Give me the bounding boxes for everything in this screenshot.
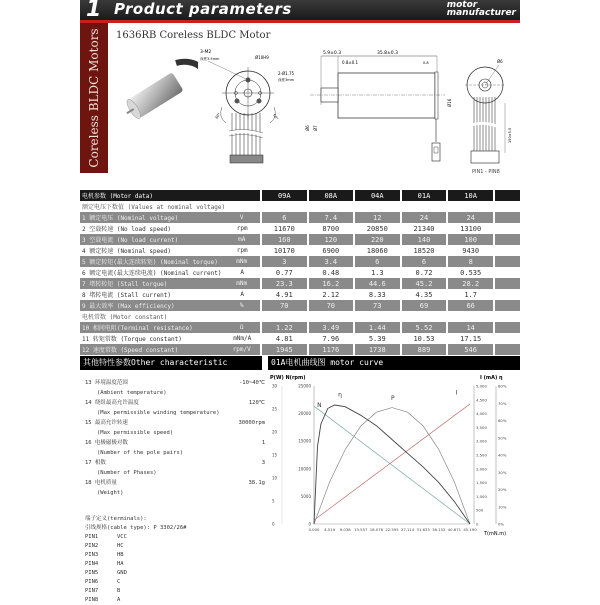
pin-name: PIN5 — [85, 570, 99, 576]
row-value: 5.39 — [354, 333, 401, 344]
param-sublabel: (Ambient temperature) — [97, 390, 167, 396]
row-value: 140 — [401, 234, 448, 245]
table-row — [80, 223, 520, 234]
category-sidebar — [80, 23, 108, 173]
svg-text:30%: 30% — [498, 469, 507, 475]
svg-text:N: N — [317, 401, 322, 409]
svg-text:36.152: 36.152 — [432, 527, 446, 532]
param-sublabel: (Number of the pole pairs) — [97, 450, 184, 456]
row-value: 70 — [308, 300, 354, 311]
pin-signal: B — [117, 588, 121, 594]
row-value: 4.81 — [261, 333, 308, 344]
row-unit: A — [223, 289, 260, 300]
row-label: 12 速度常数 (Speed constant) — [80, 344, 223, 355]
other-params-list — [85, 378, 265, 498]
row-value: 28.2 — [447, 278, 494, 289]
svg-text:70%: 70% — [498, 400, 507, 406]
svg-text:4,500: 4,500 — [476, 397, 487, 403]
svg-text:15000: 15000 — [298, 438, 311, 444]
svg-text:Ø10H9: Ø10H9 — [255, 55, 269, 60]
pin-name: PIN6 — [85, 579, 99, 585]
row-value: 220 — [354, 234, 401, 245]
row-value: 7.4 — [308, 212, 354, 223]
pin-row — [85, 569, 186, 578]
section-label: 额定电压下数值 (Values at nominal voltage) — [80, 201, 520, 212]
row-unit: mNm — [223, 278, 260, 289]
row-value: 4.91 — [261, 289, 308, 300]
svg-text:10000: 10000 — [298, 466, 311, 472]
row-value: 0.535 — [447, 267, 494, 278]
row-value: 8.33 — [354, 289, 401, 300]
row-value: 18520 — [401, 245, 448, 256]
row-value: 0.77 — [261, 267, 308, 278]
svg-text:Ø16: Ø16 — [447, 98, 452, 107]
row-value: 10170 — [261, 245, 308, 256]
pin-signal: A — [117, 597, 121, 603]
param-label: 18 电机质量 — [85, 480, 117, 486]
terminal-definitions — [85, 515, 186, 605]
svg-text:4.519: 4.519 — [324, 527, 336, 532]
model-01A: 01A — [401, 190, 448, 201]
model-08A: 08A — [308, 190, 354, 201]
row-value: 3.4 — [308, 256, 354, 267]
svg-text:20: 20 — [272, 429, 278, 435]
svg-text:3,500: 3,500 — [476, 424, 487, 430]
row-value: 5.52 — [401, 322, 448, 333]
svg-text:18.076: 18.076 — [369, 527, 384, 532]
svg-text:25000: 25000 — [298, 383, 311, 389]
pin-signal: HB — [117, 552, 124, 558]
motor-data-table — [80, 190, 520, 355]
header-label: 电机参数 (Motor data) — [80, 190, 223, 201]
row-value: 16.2 — [308, 278, 354, 289]
row-value: 160 — [261, 234, 308, 245]
pin-row — [85, 560, 186, 569]
svg-text:20000: 20000 — [298, 411, 311, 417]
svg-text:3-M2: 3-M2 — [200, 50, 212, 55]
param-value: 30000rpm — [238, 420, 265, 426]
row-label: 11 转矩常数 (Torque constant) — [80, 333, 223, 344]
row-value: 120 — [308, 234, 354, 245]
row-unit: mA — [223, 234, 260, 245]
row-unit: Ω — [223, 322, 260, 333]
svg-text:10: 10 — [272, 475, 278, 481]
row-value: 18060 — [354, 245, 401, 256]
svg-text:5000: 5000 — [300, 493, 311, 499]
row-value: 889 — [401, 344, 448, 355]
left-axis-label: P(W) N(rpm) — [270, 375, 306, 381]
param-item — [85, 438, 265, 448]
row-value: 23.3 — [261, 278, 308, 289]
svg-text:0.8: 0.8 — [423, 61, 429, 65]
row-value: 1.22 — [261, 322, 308, 333]
row-value: 0.72 — [401, 267, 448, 278]
svg-text:4,000: 4,000 — [476, 411, 487, 417]
row-value: 14 — [447, 322, 494, 333]
svg-text:深度3mm: 深度3mm — [278, 78, 295, 82]
row-value: 1.7 — [447, 289, 494, 300]
table-row — [80, 278, 520, 289]
page-title: Product parameters — [114, 0, 292, 18]
svg-text:45.190: 45.190 — [463, 527, 477, 532]
pin-name: PIN1 — [85, 534, 99, 540]
row-label: 4 额定转速 (Nominal speed) — [80, 245, 223, 256]
row-value: 2.12 — [308, 289, 354, 300]
svg-text:I: I — [455, 389, 458, 397]
row-value: 6900 — [308, 245, 354, 256]
param-sublabel: (Weight) — [97, 490, 124, 496]
header-banner — [80, 0, 520, 23]
pin-signal: HC — [117, 543, 124, 549]
svg-text:40%: 40% — [498, 452, 507, 458]
row-unit: mNm/A — [223, 333, 260, 344]
table-row — [80, 344, 520, 355]
series-I — [314, 401, 470, 520]
svg-text:150±5.0: 150±5.0 — [508, 127, 512, 143]
row-value: 8700 — [308, 223, 354, 234]
row-value: 21340 — [401, 223, 448, 234]
row-value: 100 — [447, 234, 494, 245]
pin-name: PIN8 — [85, 597, 99, 603]
product-title: 1636RB Coreless BLDC Motor — [116, 30, 271, 41]
svg-text:1,500: 1,500 — [476, 480, 487, 486]
param-sublabel: (Max permissible winding temperature) — [97, 410, 220, 416]
model-09A: 09A — [261, 190, 308, 201]
svg-text:500: 500 — [476, 507, 484, 513]
motor-curve-header: 01A电机曲线图 motor curve — [268, 356, 520, 370]
pin-row — [85, 551, 186, 560]
table-header-row — [80, 190, 520, 201]
table-row — [80, 212, 520, 223]
row-value: 24 — [401, 212, 448, 223]
row-label: 1 额定电压 (Nominal voltage) — [80, 212, 223, 223]
row-value: 73 — [354, 300, 401, 311]
row-unit: A — [223, 267, 260, 278]
pin-name: PIN2 — [85, 543, 99, 549]
svg-text:η: η — [338, 391, 342, 399]
param-value: 3 — [261, 460, 265, 466]
row-value: 45.2 — [401, 278, 448, 289]
row-value: 1176 — [308, 344, 354, 355]
terminal-title: 端子定义(terminals): — [85, 516, 147, 522]
side-view-drawing — [305, 45, 465, 175]
row-unit: mNm — [223, 256, 260, 267]
pin-signal: C — [117, 579, 121, 585]
row-value: 9430 — [447, 245, 494, 256]
svg-text:5: 5 — [272, 498, 275, 504]
pin-row — [85, 542, 186, 551]
param-item — [85, 478, 265, 488]
brand-line1: motor — [446, 0, 478, 10]
svg-text:35.8±0.3: 35.8±0.3 — [377, 51, 398, 56]
svg-text:深度3.5mm: 深度3.5mm — [200, 57, 220, 61]
row-value: 3.49 — [308, 322, 354, 333]
row-value: 8 — [447, 256, 494, 267]
row-value: 6 — [354, 256, 401, 267]
svg-text:2,000: 2,000 — [476, 466, 487, 472]
section-label: 电机常数 (Motor constant) — [80, 311, 520, 322]
row-value: 1.3 — [354, 267, 401, 278]
param-sublabel: (Max permissible speed) — [97, 430, 174, 436]
table-row — [80, 322, 520, 333]
row-value: 1738 — [354, 344, 401, 355]
svg-text:2-Ø1.75: 2-Ø1.75 — [278, 71, 295, 76]
svg-text:25: 25 — [272, 406, 278, 412]
brand-logo — [447, 1, 516, 17]
svg-text:0.000: 0.000 — [308, 527, 320, 532]
param-item — [85, 418, 265, 428]
svg-text:30: 30 — [272, 383, 278, 389]
svg-text:5,000: 5,000 — [476, 383, 487, 389]
pin-row — [85, 587, 186, 596]
pin-range-label: PIN1 - PIN8 — [472, 169, 500, 175]
motor-photo — [118, 55, 198, 135]
param-value: 120℃ — [248, 400, 265, 406]
svg-text:0: 0 — [272, 521, 275, 527]
motor-curve-chart — [268, 372, 520, 542]
section-number: 1 — [86, 0, 102, 22]
row-value: 0.48 — [308, 267, 354, 278]
param-label: 13 环境温度范围 — [85, 380, 128, 386]
row-label: 5 额定转矩(最大连续转矩) (Nominal torque) — [80, 256, 223, 267]
row-label: 2 空载转速 (No load speed) — [80, 223, 223, 234]
category-label: Coreless BLDC Motors — [87, 28, 101, 168]
row-value: 10.53 — [401, 333, 448, 344]
svg-text:15: 15 — [272, 452, 278, 458]
row-unit: rpm — [223, 223, 260, 234]
spec-page — [80, 0, 520, 603]
svg-text:27.114: 27.114 — [400, 527, 415, 532]
row-label: 7 堵转转矩 (Stall torque) — [80, 278, 223, 289]
cable-type: 引线规格(cable type): P 3302/26# — [85, 525, 187, 531]
row-value: 11670 — [261, 223, 308, 234]
row-value: 17.15 — [447, 333, 494, 344]
param-item — [85, 398, 265, 408]
row-value: 69 — [401, 300, 448, 311]
param-value: 38.1g — [248, 480, 265, 486]
pin-name: PIN3 — [85, 552, 99, 558]
svg-text:31.633: 31.633 — [416, 527, 430, 532]
svg-text:60°: 60° — [272, 113, 280, 121]
section-row — [80, 311, 520, 322]
row-value: 6 — [401, 256, 448, 267]
row-label: 8 堵转电流 (Stall current) — [80, 289, 223, 300]
pin-signal: VCC — [117, 534, 127, 540]
row-value: 24 — [447, 212, 494, 223]
pin-name: PIN7 — [85, 588, 99, 594]
model-04A: 04A — [354, 190, 401, 201]
svg-text:22.595: 22.595 — [385, 527, 399, 532]
table-row — [80, 256, 520, 267]
model-10A: 10A — [447, 190, 494, 201]
row-value: 7.96 — [308, 333, 354, 344]
row-label: 10 相间电阻(Terminal resistance) — [80, 322, 223, 333]
other-params-header: 其他特性参数Other characteristic parameters — [80, 356, 262, 370]
row-value: 44.6 — [354, 278, 401, 289]
svg-text:60°: 60° — [214, 112, 222, 120]
row-value: 1945 — [261, 344, 308, 355]
svg-text:13.557: 13.557 — [354, 527, 368, 532]
row-unit: V — [223, 212, 260, 223]
front-view-drawing — [200, 45, 305, 175]
param-sublabel: (Number of Phases) — [97, 470, 157, 476]
x-axis-label: T(mN.m) — [484, 531, 507, 537]
svg-text:2,500: 2,500 — [476, 452, 487, 458]
svg-text:Ø6: Ø6 — [305, 125, 310, 131]
svg-text:0.8±0.1: 0.8±0.1 — [342, 60, 359, 65]
param-value: 1 — [261, 440, 265, 446]
row-value: 20850 — [354, 223, 401, 234]
row-value: 13100 — [447, 223, 494, 234]
row-value: 70 — [261, 300, 308, 311]
svg-text:3,000: 3,000 — [476, 438, 487, 444]
param-label: 15 最高允许转速 — [85, 420, 128, 426]
svg-text:20%: 20% — [498, 487, 507, 492]
param-item — [85, 378, 265, 388]
row-value: 1.44 — [354, 322, 401, 333]
row-value: 3 — [261, 256, 308, 267]
svg-text:0%: 0% — [498, 521, 505, 527]
svg-text:0: 0 — [308, 521, 311, 527]
rear-view-drawing — [465, 55, 520, 170]
row-value: 12 — [354, 212, 401, 223]
svg-text:1,000: 1,000 — [476, 493, 487, 499]
row-label: 9 最大效率 (Max efficiency) — [80, 300, 223, 311]
param-value: -10~40℃ — [238, 380, 265, 386]
section-row — [80, 201, 520, 212]
param-label: 16 电极磁极对数 — [85, 440, 128, 446]
pin-row — [85, 596, 186, 605]
svg-text:Ø6: Ø6 — [497, 59, 503, 64]
table-row — [80, 267, 520, 278]
param-label: 14 绕组最高允许温度 — [85, 400, 139, 406]
row-unit: rpm — [223, 245, 260, 256]
svg-text:10%: 10% — [498, 504, 507, 510]
row-value: 4.35 — [401, 289, 448, 300]
pin-row — [85, 578, 186, 587]
param-item — [85, 458, 265, 468]
svg-text:50%: 50% — [498, 435, 507, 441]
svg-text:60%: 60% — [498, 418, 507, 423]
param-label: 17 相数 — [85, 460, 106, 466]
row-label: 3 空载电流 (No load current) — [80, 234, 223, 245]
table-row — [80, 333, 520, 344]
svg-text:80%: 80% — [498, 383, 507, 389]
brand-line2: manufacturer — [446, 8, 516, 18]
svg-text:9.038: 9.038 — [339, 527, 351, 532]
right-axis-label: I (mA) η — [480, 375, 503, 381]
pin-signal: GND — [117, 570, 127, 576]
row-unit: rpm/V — [223, 344, 260, 355]
svg-text:Ø7: Ø7 — [313, 125, 318, 131]
row-label: 6 额定电流(最大连续电流) (Nominal current) — [80, 267, 223, 278]
table-row — [80, 245, 520, 256]
svg-text:0: 0 — [476, 521, 479, 527]
pin-name: PIN4 — [85, 561, 99, 567]
row-value: 66 — [447, 300, 494, 311]
pin-row — [85, 533, 186, 542]
table-row — [80, 234, 520, 245]
table-row — [80, 289, 520, 300]
row-value: 546 — [447, 344, 494, 355]
row-value: 6 — [261, 212, 308, 223]
row-unit: % — [223, 300, 260, 311]
svg-text:5.9±0.3: 5.9±0.3 — [323, 51, 342, 56]
svg-text:40.671: 40.671 — [447, 527, 462, 532]
pin-signal: HA — [117, 561, 124, 567]
table-row — [80, 300, 520, 311]
svg-text:P: P — [390, 394, 395, 402]
